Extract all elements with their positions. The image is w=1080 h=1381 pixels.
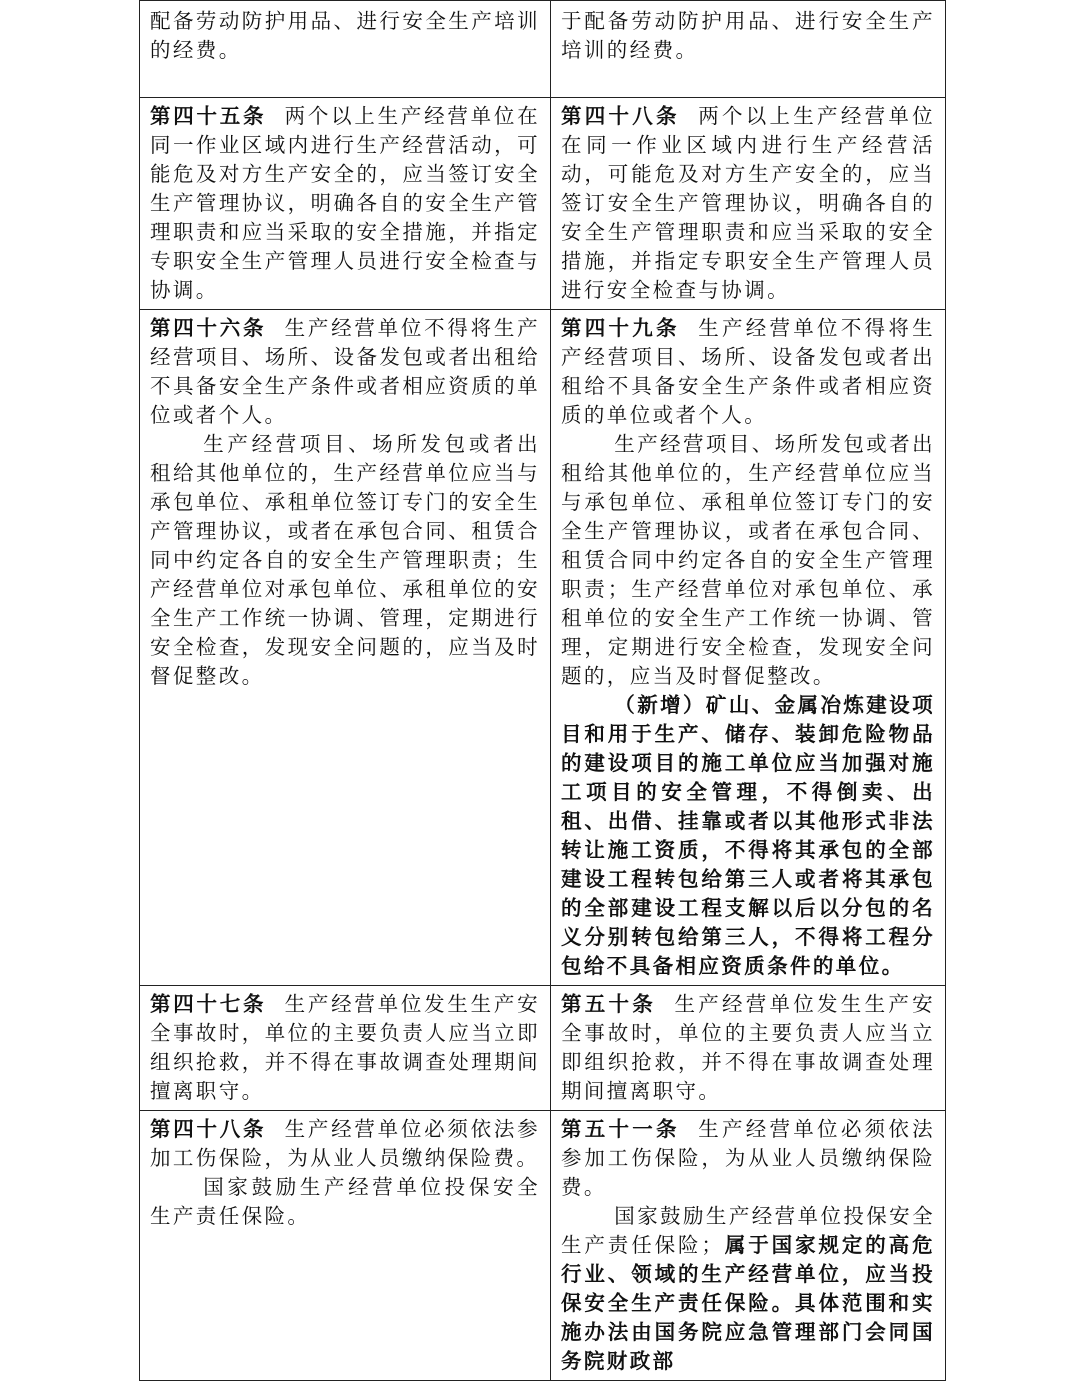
article-text [561,1115,935,1202]
article-number: 第四十七条 [150,992,267,1016]
article-body: 两个以上生产经营单位在同一作业区域内进行生产经营活动，可能危及对方生产安全的，应当签订安全生产管理协议，明确各自的安全生产管理职责和应当采取的安全措施，并指定专职安全生产管理人员进行安全检查与协调。 [150,104,540,302]
table-row [140,1,946,98]
article-body: 生产经营单位必须依法参加工伤保险，为从业人员缴纳保险费。 [150,1117,540,1170]
article-text [150,102,540,305]
article-text [561,102,935,305]
new-law-cell [551,1,946,98]
old-law-cell [140,1111,551,1381]
article-text [561,990,935,1106]
new-law-cell [551,986,946,1111]
old-law-cell [140,310,551,986]
article-text [150,314,540,430]
old-law-cell [140,986,551,1111]
old-law-cell [140,1,551,98]
article-body: 国家鼓励生产经营单位投保安全生产责任保险； [561,1204,935,1257]
article-text [150,990,540,1106]
article-number: 第五十一条 [561,1117,680,1141]
added-text: 属于国家规定的高危行业、领域的生产经营单位，应当投保安全生产责任保险。具体范围和实施办法由国务院应急管理部门会同国务院财政部 [561,1233,935,1373]
article-number: 第四十八条 [561,104,680,128]
article-number: 第四十六条 [150,316,267,340]
table-row [140,310,946,986]
article-number: 第四十八条 [150,1117,267,1141]
article-text [150,1115,540,1173]
table-row [140,1111,946,1381]
article-paragraph: 生产经营项目、场所发包或者出租给其他单位的，生产经营单位应当与承包单位、承租单位签订专门的安全生产管理协议，或者在承包合同、租赁合同中约定各自的安全生产管理职责；生产经营单位对承包单位、承租单位的安全生产工作统一协调、管理，定期进行安全检查，发现安全问题的，应当及时督促整改。 [150,432,540,688]
article-number: 第四十五条 [150,104,267,128]
article-paragraph [561,1202,935,1376]
article-paragraph: 生产经营项目、场所发包或者出租给其他单位的，生产经营单位应当与承包单位、承租单位签订专门的安全生产管理协议，或者在承包合同、租赁合同中约定各自的安全生产管理职责；生产经营单位对承包单位、承租单位的安全生产工作统一协调、管理，定期进行安全检查，发现安全问题的，应当及时督促整改。 [561,432,935,688]
article-body: 生产经营单位不得将生产经营项目、场所、设备发包或者出租给不具备安全生产条件或者相应资质的单位或者个人。 [561,316,936,427]
table-row [140,986,946,1111]
article-body: 生产经营单位必须依法参加工伤保险，为从业人员缴纳保险费。 [561,1117,936,1199]
added-paragraph: （新增）矿山、金属冶炼建设项目和用于生产、储存、装卸危险物品的建设项目的施工单位应当加强对施工项目的安全管理，不得倒卖、出租、出借、挂靠或者以其他形式非法转让施工资质，不得将其承包的全部建设工程转包给第三人或者将其承包的全部建设工程支解以后以分包的名义分别转包给第三人，不得将工程分包给不具备相应资质条件的单位。 [561,693,935,978]
article-body: 两个以上生产经营单位在同一作业区域内进行生产经营活动，可能危及对方生产安全的，应当签订安全生产管理协议，明确各自的安全生产管理职责和应当采取的安全措施，并指定专职安全生产管理人员进行安全检查与协调。 [561,104,936,302]
article-number: 第四十九条 [561,316,680,340]
table-row [140,98,946,310]
article-body: 生产经营单位不得将生产经营项目、场所、设备发包或者出租给不具备安全生产条件或者相应资质的单位或者个人。 [150,316,540,427]
article-text: 配备劳动防护用品、进行安全生产培训的经费。 [150,9,540,62]
article-paragraph: 国家鼓励生产经营单位投保安全生产责任保险。 [150,1175,540,1228]
article-number: 第五十条 [561,992,657,1016]
article-text [561,314,935,430]
law-comparison-table [139,0,946,1381]
new-law-cell [551,98,946,310]
new-law-cell [551,1111,946,1381]
old-law-cell [140,98,551,310]
new-law-cell [551,310,946,986]
article-body: 生产经营单位发生生产安全事故时，单位的主要负责人应当立即组织抢救，并不得在事故调查处理期间擅离职守。 [150,992,540,1103]
article-text: 于配备劳动防护用品、进行安全生产培训的经费。 [561,9,935,62]
article-body: 生产经营单位发生生产安全事故时，单位的主要负责人应当立即组织抢救，并不得在事故调查处理期间擅离职守。 [561,992,935,1103]
